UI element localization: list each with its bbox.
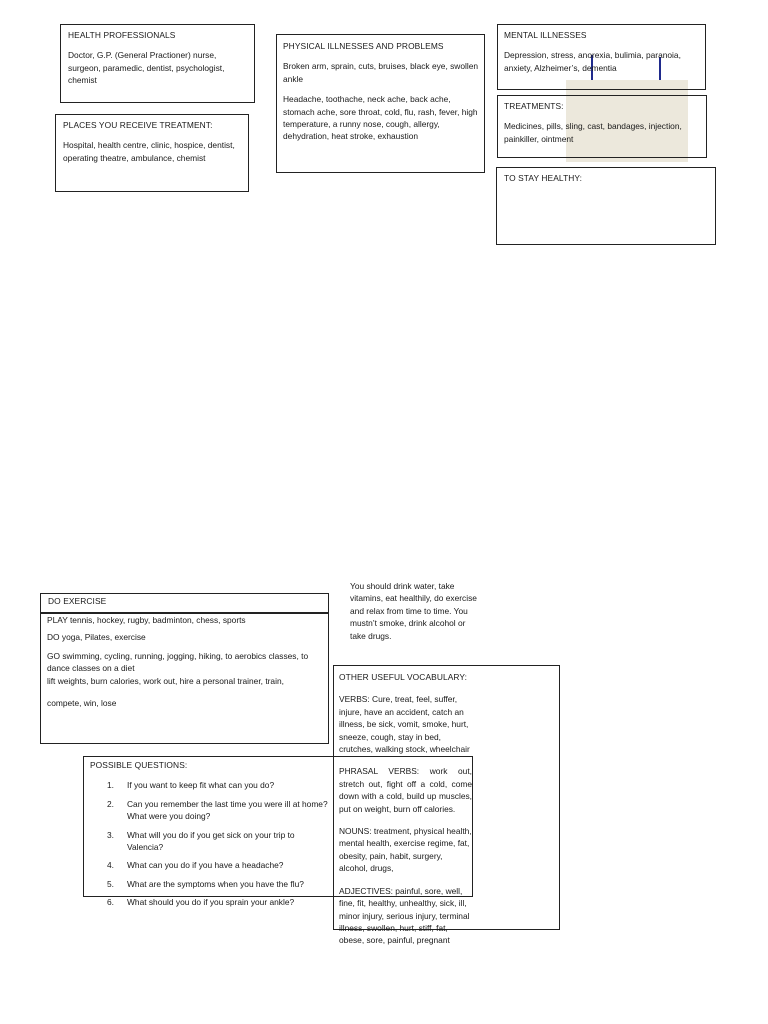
do-exercise-compete: compete, win, lose <box>47 698 117 709</box>
treatments-box <box>497 95 707 158</box>
stay-healthy-title: TO STAY HEALTHY: <box>504 173 583 183</box>
treatments-text: Medicines, pills, sling, cast, bandages, injection, painkiller, ointment <box>504 121 682 144</box>
question-item <box>90 798 330 823</box>
possible-questions-content <box>90 759 330 915</box>
question-item <box>90 829 330 854</box>
question-item <box>90 859 330 871</box>
question-text: What can you do if you have a headache? <box>127 860 284 871</box>
verbs-text: VERBS: Cure, treat, feel, suffer, injure, have an accident, catch an illness, be sick, vomit, smoke, hurt, sneeze, cough, stay in bed, crutches, walking stock, wheelchair <box>339 694 470 755</box>
question-number: 2. <box>107 798 114 809</box>
possible-questions-title: POSSIBLE QUESTIONS: <box>90 760 188 770</box>
mental-illnesses-title: MENTAL ILLNESSES <box>504 30 587 40</box>
places-treatment-box <box>55 114 249 192</box>
question-number: 4. <box>107 860 114 871</box>
phrasal-verbs-text: PHRASAL VERBS: work out, stretch out, fight off a cold, come down with a cold, build up muscles, put on weight, burn off calories. <box>339 766 472 814</box>
adjectives-text: ADJECTIVES: painful, sore, well, fine, fit, healthy, unhealthy, sick, ill, minor injury, serious injury, terminal illness, swollen, hurt, stiff, fat, obese, sore, painful, pregnant <box>339 885 470 946</box>
do-exercise-go: GO swimming, cycling, running, jogging, hiking, to aerobics classes, to dance classes on a diet <box>47 650 309 674</box>
do-exercise-do: DO yoga, Pilates, exercise <box>47 632 146 643</box>
other-vocabulary-title: OTHER USEFUL VOCABULARY: <box>339 672 468 682</box>
physical-illnesses-text-2: Headache, toothache, neck ache, back ache, stomach ache, sore throat, cold, flu, rash, fever, high temperature, a runny nose, cough, allergy, dehydration, heat stroke, exhaustion <box>283 94 478 142</box>
physical-illnesses-box <box>276 34 485 173</box>
question-number: 6. <box>107 897 114 908</box>
question-number: 3. <box>107 829 114 840</box>
mental-illnesses-text: Depression, stress, anorexia, bulimia, paranoia, anxiety, Alzheimer’s, dementia <box>504 50 681 73</box>
question-text: If you want to keep fit what can you do? <box>127 780 275 791</box>
do-exercise-play: PLAY tennis, hockey, rugby, badminton, chess, sports <box>47 615 246 625</box>
mental-illnesses-box <box>497 24 706 90</box>
question-number: 1. <box>107 780 114 791</box>
do-exercise-box <box>40 613 329 744</box>
health-professionals-box <box>60 24 255 103</box>
health-professionals-title: HEALTH PROFESSIONALS <box>68 30 176 40</box>
do-exercise-title-box <box>40 593 329 613</box>
question-text: What are the symptoms when you have the flu? <box>127 878 304 889</box>
health-professionals-text: Doctor, G.P. (General Practioner) nurse, surgeon, paramedic, dentist, psychologist, chemist <box>68 50 225 86</box>
do-exercise-lift: lift weights, burn calories, work out, hire a personal trainer, train, <box>47 675 284 686</box>
advice-text: You should drink water, take vitamins, eat healthily, do exercise and relax from time to time. You mustn’t smoke, drink alcohol or take drugs. <box>350 581 477 641</box>
do-exercise-title: DO EXERCISE <box>48 596 107 606</box>
question-text: What will you do if you get sick on your trip to Valencia? <box>127 829 295 853</box>
stay-healthy-box <box>496 167 716 245</box>
places-treatment-text: Hospital, health centre, clinic, hospice, dentist, operating theatre, ambulance, chemist <box>63 140 235 163</box>
physical-illnesses-text-1: Broken arm, sprain, cuts, bruises, black eye, swollen ankle <box>283 61 479 84</box>
question-number: 5. <box>107 878 114 889</box>
question-item <box>90 878 330 890</box>
questions-list <box>90 779 330 908</box>
nouns-text: NOUNS: treatment, physical health, mental health, exercise regime, fat, obesity, pain, habit, surgery, alcohol, drugs, <box>339 826 472 874</box>
places-treatment-title: PLACES YOU RECEIVE TREATMENT: <box>63 120 213 130</box>
question-item <box>90 896 330 908</box>
question-text: What should you do if you sprain your ankle? <box>127 897 295 908</box>
question-text: Can you remember the last time you were ill at home? What were you doing? <box>127 798 328 822</box>
treatments-title: TREATMENTS: <box>504 101 564 111</box>
question-item <box>90 779 330 791</box>
physical-illnesses-title: PHYSICAL ILLNESSES AND PROBLEMS <box>283 41 444 51</box>
